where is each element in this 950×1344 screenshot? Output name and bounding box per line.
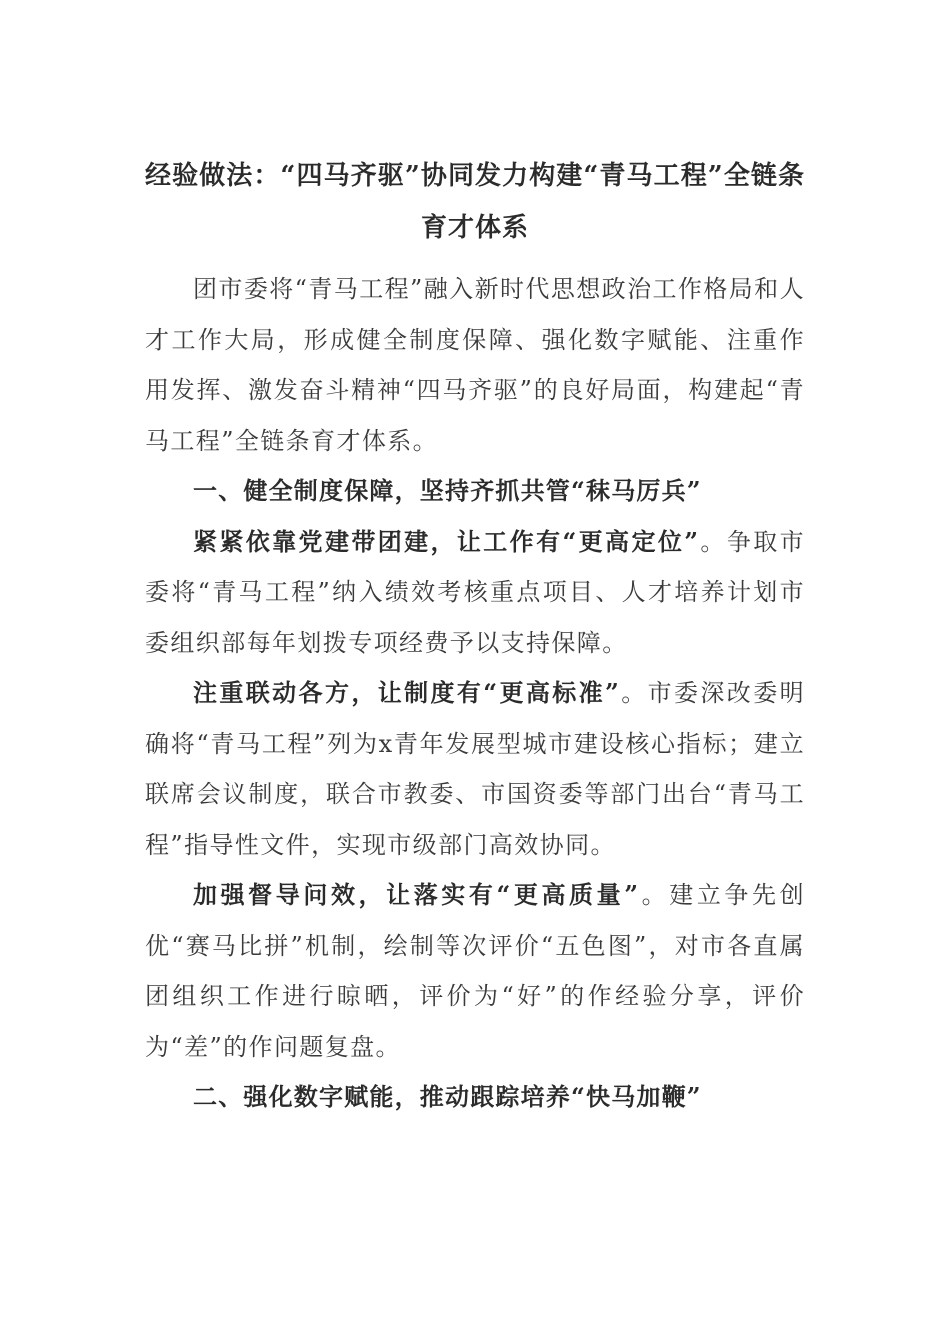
paragraph-lead: 紧紧依靠党建带团建，让工作有“更高定位” [193,526,700,556]
document-title: 经验做法：“四马齐驱”协同发力构建“青马工程”全链条育才体系 [145,161,805,243]
intro-paragraph: 团市委将“青马工程”融入新时代思想政治工作格局和人才工作大局，形成健全制度保障、强化数字赋能、注重作用发挥、激发奋斗精神“四马齐驱”的良好局面，构建起“青马工程”全链条育才体系。 [145,275,805,455]
paragraph-lead: 加强督导问效，让落实有“更高质量” [193,880,640,909]
document-body [145,264,805,1123]
paragraph-text: 。市委深改委明确将“青马工程”列为x青年发展型城市建设核心指标；建立联席会议制度，联合市教委、市国资委等部门出台“青马工程”指导性文件，实现市级部门高效协同。 [145,679,805,859]
section-1-paragraph-3 [145,870,805,1072]
section-2-heading: 二、强化数字赋能，推动跟踪培养“快马加鞭” [193,1082,702,1111]
paragraph-lead: 注重联动各方，让制度有“更高标准” [193,678,621,707]
section-1-paragraph-1 [145,517,805,669]
paragraph-text: 。建立争先创优“赛马比拼”机制，绘制等次评价“五色图”，对市各直属团组织工作进行晾晒，评价为“好”的作经验分享，评价为“差”的作问题复盘。 [145,881,805,1061]
paragraph-text: 。争取市委将“青马工程”纳入绩效考核重点项目、人才培养计划市委组织部每年划拨专项经费予以支持保障。 [145,527,805,657]
section-1-paragraph-2 [145,668,805,870]
section-1-heading: 一、健全制度保障，坚持齐抓共管“秣马厉兵” [193,476,702,505]
